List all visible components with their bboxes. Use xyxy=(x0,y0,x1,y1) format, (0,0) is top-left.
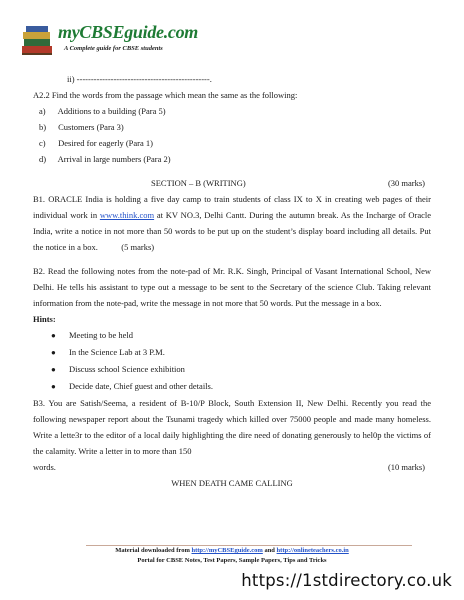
hint-text: Decide date, Chief guest and other details. xyxy=(69,381,213,391)
section-heading xyxy=(33,175,431,191)
b1-text-end: at KV NO.3, Delhi Cantt. During the autumn break. As the Incharge of Oracle India, write a notice in not more than 50 words to be put up on the student’s display board including all details. Put the notice in a box. xyxy=(33,210,431,252)
footer-and: and xyxy=(262,547,277,554)
item-label: d) xyxy=(39,154,47,164)
hint-text: Discuss school Science exhibition xyxy=(69,364,185,374)
books-icon xyxy=(20,24,54,58)
think-link[interactable]: www.think.com xyxy=(99,210,155,220)
item-label: a) xyxy=(39,106,46,116)
answer-line-ii: ii) -----------------------------------------------. xyxy=(67,74,212,84)
footer-line-1 xyxy=(0,546,464,556)
hint-item xyxy=(33,327,431,344)
hint-item xyxy=(33,344,431,361)
question-b3: B3. You are Satish/Seema, a resident of B-10/P Block, South Extension II, New Delhi. Recently you read the following newspaper report about the Tsunami tragedy which killed over 75000 people and made many homeless. Write a lette3r to the editor of a local daily highlighting the dire need of donating generously to hel0p the victims of the calamity. Write a letter in to more than 150 xyxy=(33,398,431,456)
list-item xyxy=(33,103,431,119)
footer-prefix: Material downloaded from xyxy=(115,547,192,554)
section-title: SECTION – B (WRITING) xyxy=(151,178,246,188)
logo-tagline: A Complete guide for CBSE students xyxy=(64,45,163,52)
list-item xyxy=(33,119,431,135)
item-label: b) xyxy=(39,122,47,132)
item-text: Customers (Para 3) xyxy=(58,122,124,132)
hint-item xyxy=(33,378,431,395)
bullet-icon: ● xyxy=(51,382,56,391)
page-footer xyxy=(0,546,464,566)
section-marks: (30 marks) xyxy=(387,178,425,188)
document-body xyxy=(33,71,431,491)
watermark-url: https://1stdirectory.co.uk xyxy=(241,571,452,590)
item-text: Desired for eagerly (Para 1) xyxy=(58,138,153,148)
list-item xyxy=(33,151,431,167)
bullet-icon: ● xyxy=(51,348,56,357)
question-b1 xyxy=(33,191,431,255)
hint-text: Meeting to be held xyxy=(69,330,133,340)
hint-item xyxy=(33,361,431,378)
hint-text: In the Science Lab at 3 P.M. xyxy=(69,347,165,357)
question-a22-heading: A2.2 Find the words from the passage which mean the same as the following: xyxy=(33,90,298,100)
footer-line-2: Portal for CBSE Notes, Test Papers, Sample Papers, Tips and Tricks xyxy=(137,557,327,564)
report-title: WHEN DEATH CAME CALLING xyxy=(171,478,293,488)
b1-marks: (5 marks) xyxy=(121,242,155,252)
onlineteachers-link[interactable]: http://onlineteachers.co.in xyxy=(276,547,349,554)
b3-marks: (10 marks) xyxy=(387,462,425,472)
bullet-icon: ● xyxy=(51,331,56,340)
question-b2: B2. Read the following notes from the note-pad of Mr. R.K. Singh, Principal of Vasant International School, New Delhi. He tells his assistant to type out a message to be sent to the Secretary of the science Club. Taking relevant information from the note-pad, write the message in not more that 50 words. Put the message in a box. xyxy=(33,266,431,308)
mycbseguide-link[interactable]: http://myCBSEguide.com xyxy=(191,547,263,554)
item-text: Arrival in large numbers (Para 2) xyxy=(57,154,171,164)
site-logo xyxy=(20,18,210,64)
item-label: c) xyxy=(39,138,46,148)
b1-text-start: B1. ORACLE India is holding a five day camp to train students of class IX to X in creating web pages of their individual work in xyxy=(33,194,431,220)
bullet-icon: ● xyxy=(51,365,56,374)
b3-last-word: words. xyxy=(33,462,56,472)
b3-last-line xyxy=(33,459,431,475)
list-item xyxy=(33,135,431,151)
item-text: Additions to a building (Para 5) xyxy=(57,106,166,116)
logo-title: myCBSEguide.com xyxy=(58,22,199,42)
hints-label: Hints: xyxy=(33,314,56,324)
